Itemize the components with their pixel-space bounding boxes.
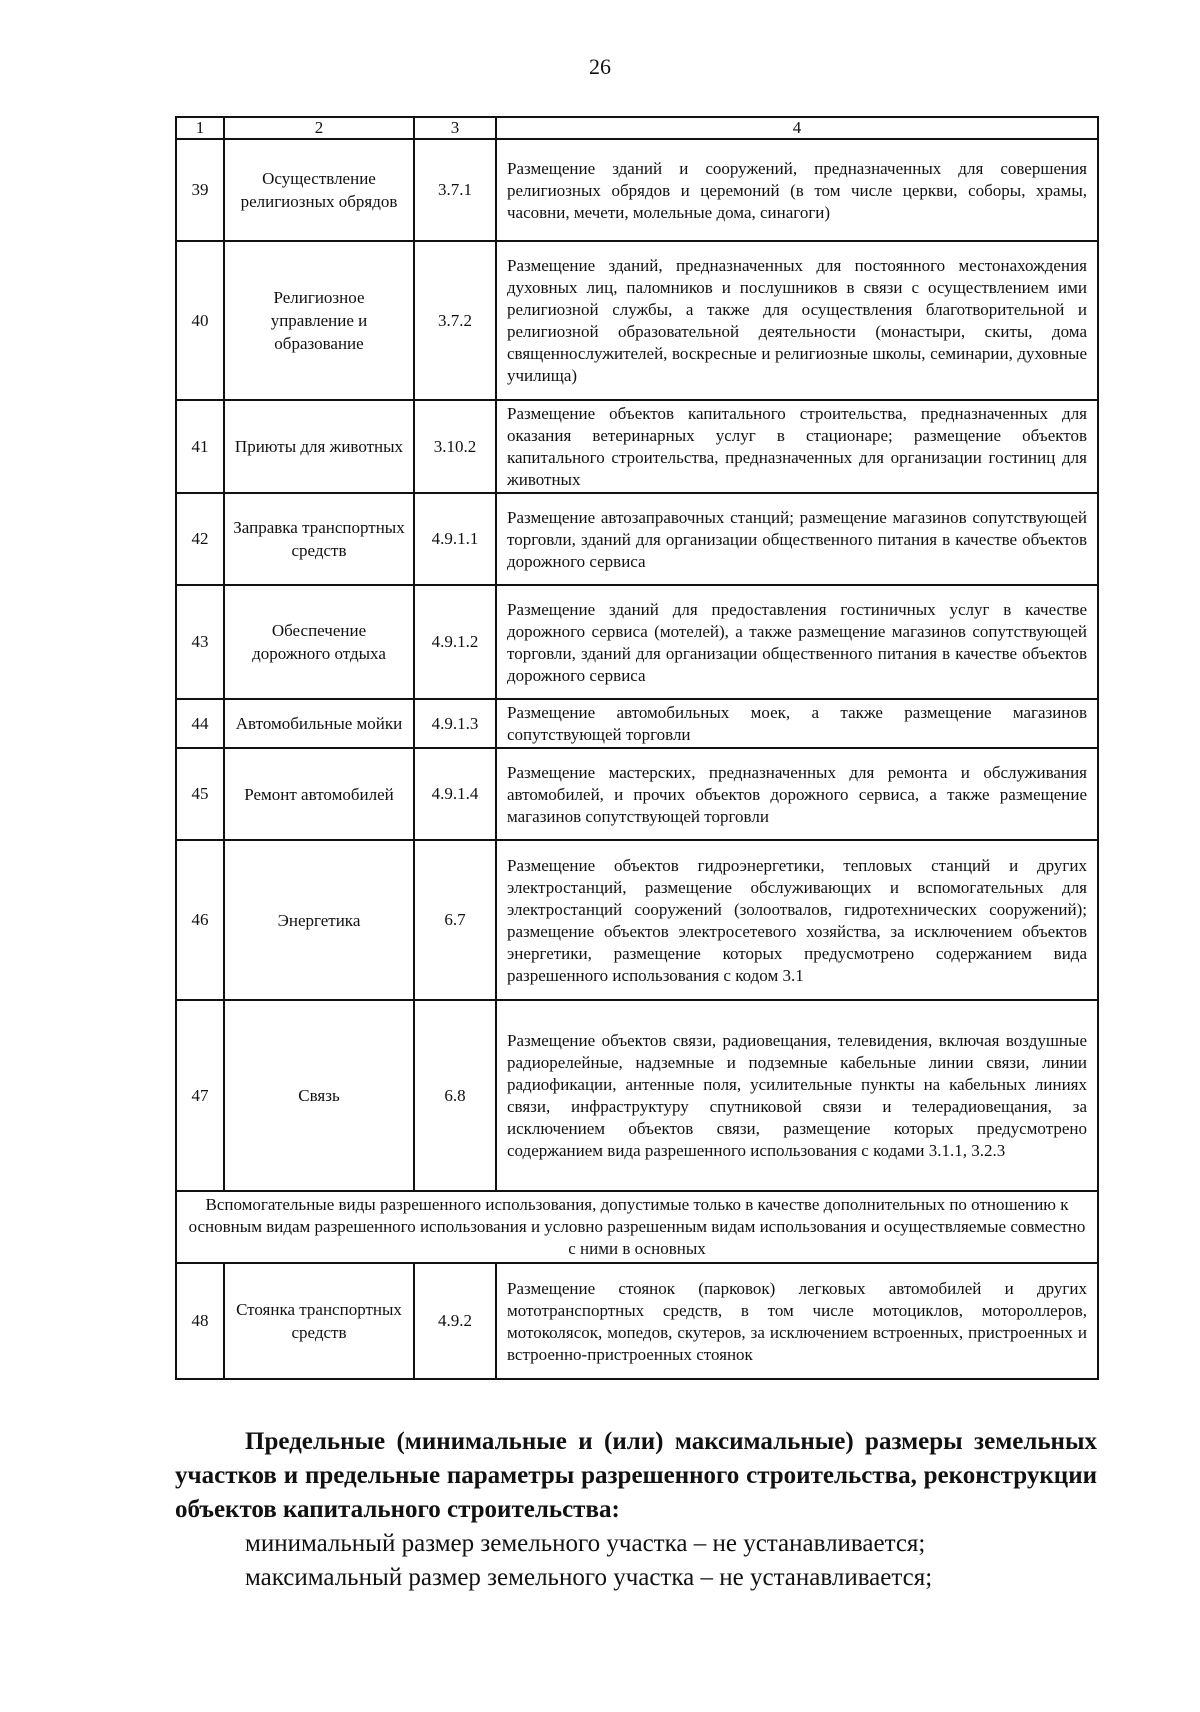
use-code: 3.7.1 — [414, 139, 496, 241]
use-code: 4.9.1.2 — [414, 585, 496, 699]
row-number: 45 — [176, 748, 224, 840]
use-code: 4.9.1.4 — [414, 748, 496, 840]
use-name: Связь — [224, 1000, 414, 1191]
table-row — [176, 699, 1098, 748]
section-heading: Предельные (минимальные и (или) максимальные) размеры земельных участков и предельные параметры разрешенного строительства, реконструкции объектов капитального строительства: — [175, 1428, 1097, 1523]
use-description: Размещение зданий для предоставления гостиничных услуг в качестве дорожного сервиса (мотелей), а также размещение магазинов сопутствующей торговли, зданий для организации общественного питания в качестве объектов дорожного сервиса — [496, 585, 1098, 699]
use-code: 6.7 — [414, 840, 496, 1000]
use-description: Размещение объектов связи, радиовещания, телевидения, включая воздушные радиорелейные, надземные и подземные кабельные линии связи, линии радиофикации, антенные поля, усилительные пункты на кабельных линиях связи, инфраструктуру спутниковой связи и телерадиовещания, за исключением объектов связи, размещение которых предусмотрено содержанием вида разрешенного использования с кодами 3.1.1, 3.2.3 — [496, 1000, 1098, 1191]
text-line: минимальный размер земельного участка – не устанавливается; — [245, 1530, 926, 1557]
use-description: Размещение мастерских, предназначенных для ремонта и обслуживания автомобилей, и прочих объектов дорожного сервиса, а также размещение магазинов сопутствующей торговли — [496, 748, 1098, 840]
table-row — [176, 493, 1098, 585]
table-row — [176, 1263, 1098, 1379]
row-number: 43 — [176, 585, 224, 699]
column-header-4: 4 — [496, 117, 1098, 139]
use-name: Стоянка транспортных средств — [224, 1263, 414, 1379]
land-use-table — [175, 116, 1099, 1380]
use-name: Заправка транспортных средств — [224, 493, 414, 585]
table-row — [176, 139, 1098, 241]
row-number: 47 — [176, 1000, 224, 1191]
use-description: Размещение зданий, предназначенных для постоянного местонахождения духовных лиц, паломников и послушников в связи с осуществлением ими религиозной службы, а также для осуществления благотворительной и религиозной образовательной деятельности (монастыри, скиты, дома священнослужителей, воскресные и религиозные школы, семинарии, духовные училища) — [496, 241, 1098, 400]
use-name: Автомобильные мойки — [224, 699, 414, 748]
use-code: 6.8 — [414, 1000, 496, 1191]
table-row — [176, 1000, 1098, 1191]
table-header-row — [176, 117, 1098, 139]
column-header-1: 1 — [176, 117, 224, 139]
use-code: 3.10.2 — [414, 400, 496, 493]
row-number: 39 — [176, 139, 224, 241]
use-name: Ремонт автомобилей — [224, 748, 414, 840]
use-description: Размещение зданий и сооружений, предназначенных для совершения религиозных обрядов и церемоний (в том числе церкви, соборы, храмы, часовни, мечети, молельные дома, синагоги) — [496, 139, 1098, 241]
use-description: Размещение автозаправочных станций; размещение магазинов сопутствующей торговли, зданий для организации общественного питания в качестве объектов дорожного сервиса — [496, 493, 1098, 585]
use-description: Размещение объектов капитального строительства, предназначенных для оказания ветеринарных услуг в стационаре; размещение объектов капитального строительства, предназначенных для организации гостиниц для животных — [496, 400, 1098, 493]
use-description: Размещение объектов гидроэнергетики, тепловых станций и других электростанций, размещение обслуживающих и вспомогательных для электростанций сооружений (золоотвалов, гидротехнических сооружений); размещение объектов электросетевого хозяйства, за исключением объектов энергетики, размещение которых предусмотрено содержанием вида разрешенного использования с кодом 3.1 — [496, 840, 1098, 1000]
row-number: 40 — [176, 241, 224, 400]
table-row — [176, 840, 1098, 1000]
table-row — [176, 748, 1098, 840]
row-number: 48 — [176, 1263, 224, 1379]
row-number: 44 — [176, 699, 224, 748]
table-row — [176, 400, 1098, 493]
use-code: 4.9.1.3 — [414, 699, 496, 748]
use-name: Обеспечение дорожного отдыха — [224, 585, 414, 699]
table-row — [176, 241, 1098, 400]
use-name: Энергетика — [224, 840, 414, 1000]
section-header-row — [176, 1191, 1098, 1263]
parameters-section — [175, 1425, 1097, 1595]
text-line: максимальный размер земельного участка – не устанавливается; — [245, 1564, 933, 1591]
row-number: 42 — [176, 493, 224, 585]
column-header-2: 2 — [224, 117, 414, 139]
row-number: 46 — [176, 840, 224, 1000]
use-name: Религиозное управление и образование — [224, 241, 414, 400]
table-row — [176, 585, 1098, 699]
use-description: Размещение автомобильных моек, а также размещение магазинов сопутствующей торговли — [496, 699, 1098, 748]
column-header-3: 3 — [414, 117, 496, 139]
use-code: 4.9.2 — [414, 1263, 496, 1379]
use-description: Размещение стоянок (парковок) легковых автомобилей и других мототранспортных средств, в том числе мотоциклов, мотороллеров, мотоколясок, мопедов, скутеров, за исключением встроенных, пристроенных и встроенно-пристроенных стоянок — [496, 1263, 1098, 1379]
page-number: 26 — [589, 54, 611, 79]
use-code: 4.9.1.1 — [414, 493, 496, 585]
use-code: 3.7.2 — [414, 241, 496, 400]
section-header: Вспомогательные виды разрешенного использования, допустимые только в качестве дополнительных по отношению к основным видам разрешенного использования и условно разрешенным видам использования и осуществляемые совместно с ними в основных — [176, 1191, 1098, 1263]
row-number: 41 — [176, 400, 224, 493]
use-name: Осуществление религиозных обрядов — [224, 139, 414, 241]
use-name: Приюты для животных — [224, 400, 414, 493]
